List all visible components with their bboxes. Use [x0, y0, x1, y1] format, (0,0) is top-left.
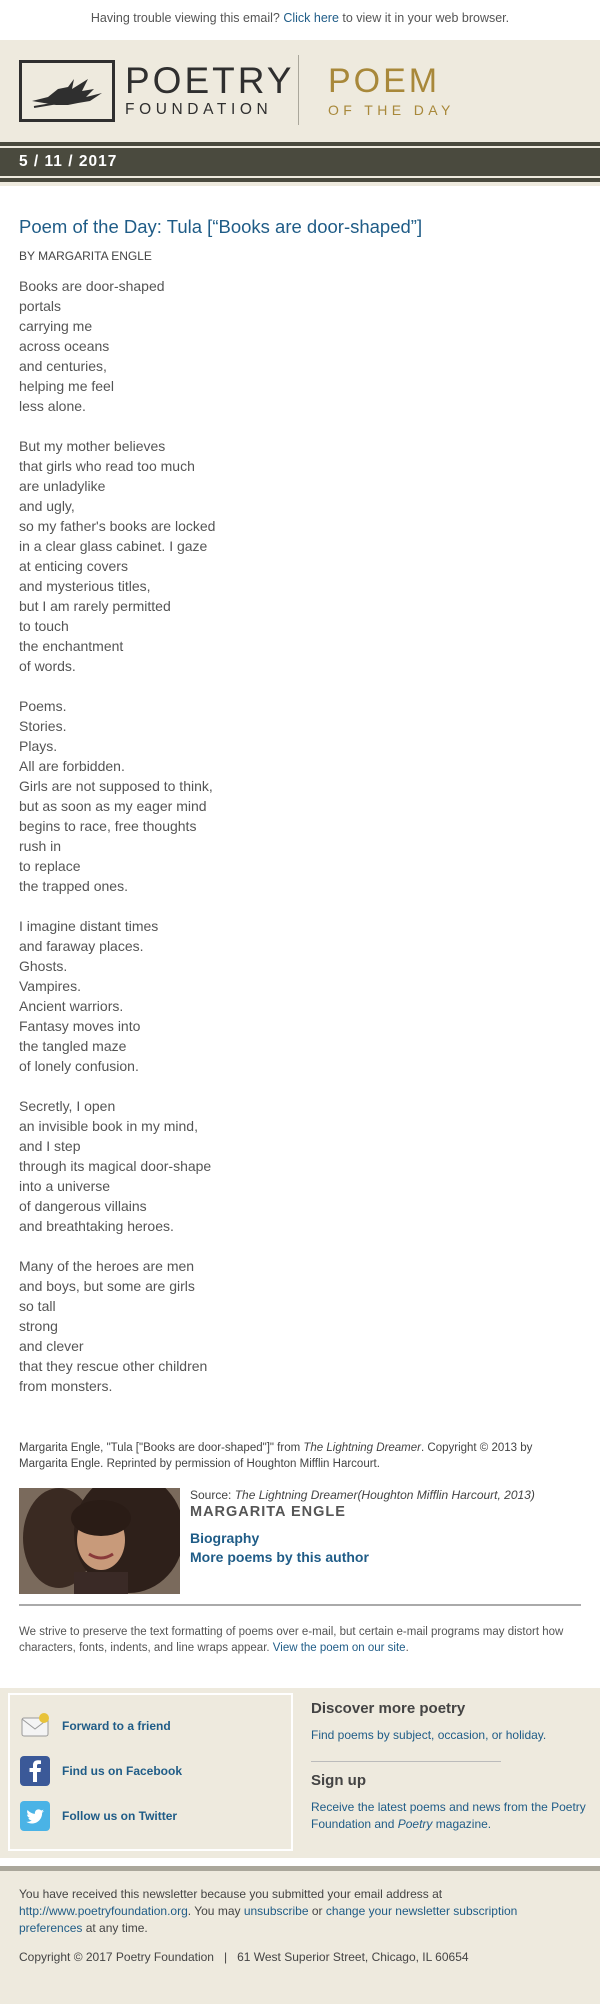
- biography-link[interactable]: Biography: [190, 1530, 260, 1546]
- author-name: MARGARITA ENGLE: [190, 1504, 346, 1520]
- source-publisher: (Houghton Mifflin Harcourt, 2013): [357, 1488, 535, 1502]
- poem-credit: [19, 1440, 581, 1472]
- poem-line: and clever: [19, 1338, 84, 1354]
- author-info: [190, 1488, 535, 1567]
- discover-heading: Discover more poetry: [311, 1700, 466, 1717]
- poem-line: so my father's books are locked: [19, 518, 216, 534]
- poem-content: [19, 216, 581, 1416]
- poem-line: Many of the heroes are men: [19, 1258, 195, 1274]
- signup-poetry-magazine: Poetry: [397, 1817, 433, 1831]
- poem-line: Ghosts.: [19, 958, 68, 974]
- pegasus-icon: [28, 71, 108, 113]
- poem-line: across oceans: [19, 338, 110, 354]
- logo-title: POETRY: [125, 60, 295, 101]
- author-block: [19, 1488, 581, 1594]
- poem-line: the enchantment: [19, 638, 124, 654]
- poem-stanza: [19, 1096, 581, 1236]
- credit-text-end: . Copyright © 2013 by Margarita Engle. Reprinted by permission of Houghton Mifflin Harcourt.: [19, 1442, 533, 1470]
- view-in-browser-text-end: to view it in your web browser.: [338, 11, 510, 25]
- author-portrait-image: [19, 1488, 180, 1594]
- poem-line: and mysterious titles,: [19, 578, 151, 594]
- poem-line: Stories.: [19, 718, 67, 734]
- poem-line: and I step: [19, 1138, 81, 1154]
- poem-line: I imagine distant times: [19, 918, 159, 934]
- poem-title[interactable]: Poem of the Day: Tula [“Books are door-shaped”]: [19, 216, 423, 237]
- date-bar: [0, 140, 600, 186]
- view-poem-on-site-link[interactable]: View the poem on our site: [272, 1642, 406, 1654]
- poem-line: of dangerous villains: [19, 1198, 147, 1214]
- poem-line: Ancient warriors.: [19, 998, 124, 1014]
- poem-line: to replace: [19, 858, 81, 874]
- notice-text-2: . You may: [187, 1904, 244, 1918]
- poem-line: Fantasy moves into: [19, 1018, 141, 1034]
- poem-line: and faraway places.: [19, 938, 144, 954]
- newsletter-signup-link[interactable]: [311, 1799, 591, 1833]
- social-links-box: [8, 1693, 293, 1851]
- poem-line: and ugly,: [19, 498, 75, 514]
- legal-footer: [0, 1871, 600, 2004]
- twitter-label: Follow us on Twitter: [62, 1809, 178, 1823]
- subscription-notice: [19, 1886, 581, 1937]
- formatting-disclaimer: [19, 1624, 581, 1656]
- forward-to-friend-label: Forward to a friend: [62, 1719, 171, 1733]
- notice-text-1: You have received this newsletter because you submitted your email address at: [19, 1887, 443, 1901]
- poem-line: in a clear glass cabinet. I gaze: [19, 538, 208, 554]
- poem-line: Vampires.: [19, 978, 81, 994]
- envelope-icon: [20, 1711, 50, 1741]
- poem-line: into a universe: [19, 1178, 111, 1194]
- poem-line: an invisible book in my mind,: [19, 1118, 198, 1134]
- poem-of-the-day-wordmark: [328, 64, 455, 118]
- poem-stanza: [19, 916, 581, 1076]
- poem-line: and centuries,: [19, 358, 107, 374]
- poetry-foundation-wordmark: [125, 62, 294, 119]
- poem-line: All are forbidden.: [19, 758, 125, 774]
- poem-line: But my mother believes: [19, 438, 166, 454]
- poem-line: carrying me: [19, 318, 93, 334]
- more-poems-link[interactable]: More poems by this author: [190, 1549, 369, 1565]
- potd-subtitle: OF THE DAY: [328, 102, 455, 118]
- poem-line: portals: [19, 298, 62, 314]
- date-bar-rule-top: [0, 142, 600, 146]
- poem-line: that they rescue other children: [19, 1358, 208, 1374]
- poem-line: Girls are not supposed to think,: [19, 778, 213, 794]
- poem-line: but as soon as my eager mind: [19, 798, 207, 814]
- poem-line: Poems.: [19, 698, 67, 714]
- author-photo: [19, 1488, 180, 1594]
- masthead: [0, 40, 600, 140]
- poem-line: at enticing covers: [19, 558, 128, 574]
- unsubscribe-link[interactable]: unsubscribe: [243, 1904, 309, 1918]
- source-book: The Lightning Dreamer: [234, 1488, 358, 1502]
- disclaimer-text: We strive to preserve the text formatting of poems over e-mail, but certain e-mail programs may distort how characters, fonts, indents, and line wraps appear.: [19, 1626, 564, 1654]
- poem-line: Books are door-shaped: [19, 278, 165, 294]
- poem-line: Secretly, I open: [19, 1098, 116, 1114]
- poem-line: through its magical door-shape: [19, 1158, 212, 1174]
- click-here-link[interactable]: Click here: [283, 11, 339, 25]
- poem-byline: BY MARGARITA ENGLE: [19, 249, 152, 263]
- footer-panel: [0, 1688, 600, 1858]
- twitter-item[interactable]: [20, 1801, 177, 1831]
- source-label: Source:: [190, 1488, 235, 1502]
- poem-line: strong: [19, 1318, 58, 1334]
- signup-text-end: magazine.: [432, 1817, 492, 1831]
- poem-stanza: [19, 276, 581, 416]
- poem-line: from monsters.: [19, 1378, 113, 1394]
- twitter-icon: [20, 1801, 50, 1831]
- disclaimer-end: .: [405, 1642, 409, 1654]
- poem-line: and boys, but some are girls: [19, 1278, 195, 1294]
- discover-signup-column: [311, 1700, 591, 1833]
- notice-text-4: at any time.: [82, 1921, 148, 1935]
- poem-line: that girls who read too much: [19, 458, 195, 474]
- notice-text-3: or: [308, 1904, 326, 1918]
- credit-book-title: The Lightning Dreamer: [303, 1442, 421, 1454]
- potd-title: POEM: [328, 62, 441, 100]
- poem-line: the tangled maze: [19, 1038, 127, 1054]
- poem-line: of words.: [19, 658, 76, 674]
- preferences-link[interactable]: change your newsletter subscription preferences: [19, 1904, 518, 1935]
- view-in-browser-bar: [0, 0, 600, 38]
- find-poems-link[interactable]: Find poems by subject, occasion, or holiday.: [311, 1728, 547, 1742]
- facebook-label: Find us on Facebook: [62, 1764, 183, 1778]
- poem-line: the trapped ones.: [19, 878, 128, 894]
- forward-to-friend-item[interactable]: [20, 1711, 171, 1741]
- poem-line: less alone.: [19, 398, 86, 414]
- poem-line: to touch: [19, 618, 69, 634]
- poem-line: helping me feel: [19, 378, 114, 394]
- view-in-browser-text: Having trouble viewing this email?: [90, 11, 284, 25]
- masthead-divider: [298, 55, 299, 125]
- facebook-item[interactable]: [20, 1756, 182, 1786]
- poem-stanza: [19, 696, 581, 896]
- source-line: [190, 1488, 535, 1502]
- signup-heading: Sign up: [311, 1772, 366, 1789]
- poem-stanza: [19, 1256, 581, 1396]
- copyright: Copyright © 2017 Poetry Foundation | 61 West Superior Street, Chicago, IL 60654: [19, 1950, 469, 1964]
- poem-line: are unladylike: [19, 478, 106, 494]
- poem-line: of lonely confusion.: [19, 1058, 139, 1074]
- column-rule: [311, 1761, 501, 1762]
- poem-stanza: [19, 436, 581, 676]
- poem-line: but I am rarely permitted: [19, 598, 171, 614]
- issue-date: 5 / 11 / 2017: [0, 148, 600, 176]
- poem-line: and breathtaking heroes.: [19, 1218, 174, 1234]
- logo-subtitle: FOUNDATION: [125, 101, 273, 118]
- poem-line: rush in: [19, 838, 62, 854]
- poem-line: Plays.: [19, 738, 58, 754]
- poem-body: [19, 276, 581, 1396]
- site-link[interactable]: http://www.poetryfoundation.org: [19, 1904, 188, 1918]
- poetry-foundation-logo[interactable]: [19, 60, 115, 122]
- author-links: [190, 1529, 535, 1567]
- section-divider: [19, 1604, 581, 1606]
- poem-line: begins to race, free thoughts: [19, 818, 197, 834]
- date-bar-rule-bottom: [0, 178, 600, 182]
- poem-line: so tall: [19, 1298, 56, 1314]
- signup-text: Receive the latest poems and news from the Poetry Foundation and: [311, 1800, 586, 1831]
- credit-text: Margarita Engle, "Tula ["Books are door-shaped"]" from: [19, 1442, 304, 1454]
- facebook-icon: [20, 1756, 50, 1786]
